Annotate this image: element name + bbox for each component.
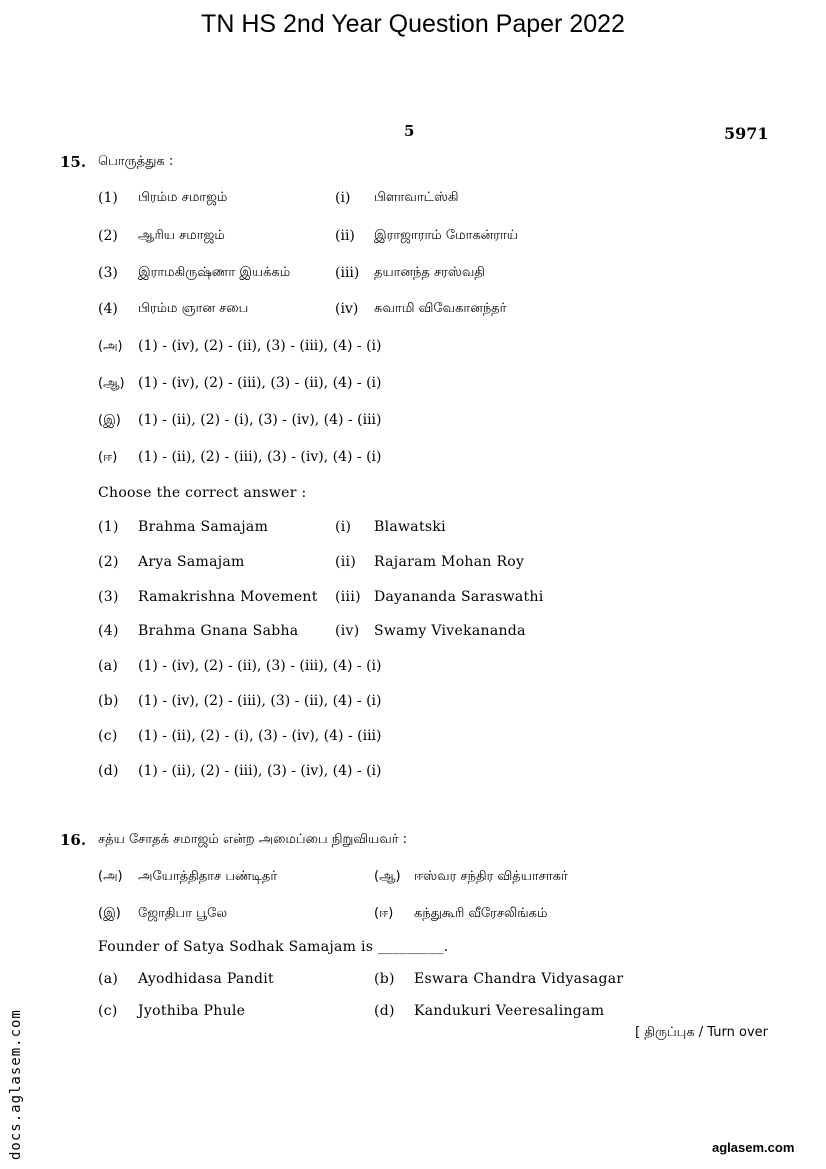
q16-en-option-text: Eswara Chandra Vidyasagar xyxy=(414,971,624,987)
q15-en-row-4-num: (4) xyxy=(98,623,119,639)
q15-ta-row-4-left: பிரம்ம ஞான சபை xyxy=(138,301,249,316)
q15-ta-row-1-roman: (i) xyxy=(335,190,351,206)
q16-ta-option-label: (இ) xyxy=(98,906,121,921)
q16-ta-option-text: ஈஸ்வர சந்திர வித்யாசாகர் xyxy=(414,869,568,884)
q15-ta-row-4-num: (4) xyxy=(98,301,118,317)
q16-ta-option-text: அயோத்திதாச பண்டிதர் xyxy=(138,869,278,884)
q15-ta-row-2-right: இராஜாராம் மோகன்ராய் xyxy=(374,228,518,243)
q15-ta-row-3-right: தயானந்த சரஸ்வதி xyxy=(374,265,485,280)
q15-en-option-text: (1) - (iv), (2) - (iii), (3) - (ii), (4) - (i) xyxy=(138,693,382,709)
q16-en-option-text: Jyothiba Phule xyxy=(138,1003,246,1019)
q15-ta-row-1-num: (1) xyxy=(98,190,118,206)
turn-over-note: [ திருப்புக / Turn over xyxy=(635,1025,768,1040)
q15-en-option-text: (1) - (ii), (2) - (i), (3) - (iv), (4) - (iii) xyxy=(138,728,382,744)
q15-en-row-1-num: (1) xyxy=(98,519,119,535)
q15-en-row-1-roman: (i) xyxy=(335,519,352,535)
q15-en-row-3-roman: (iii) xyxy=(335,589,361,605)
q16-english-question: Founder of Satya Sodhak Samajam is _________. xyxy=(98,939,449,955)
page-title: TN HS 2nd Year Question Paper 2022 xyxy=(201,10,625,38)
q15-ta-option-label: (ஈ) xyxy=(98,450,118,465)
q15-en-row-3-left: Ramakrishna Movement xyxy=(138,589,318,605)
q16-ta-option-label: (ஆ) xyxy=(374,869,401,884)
q15-ta-option-text: (1) - (iv), (2) - (ii), (3) - (iii), (4) - (i) xyxy=(138,338,382,354)
q15-en-row-2-right: Rajaram Mohan Roy xyxy=(374,554,525,570)
question-16-number: 16. xyxy=(60,831,87,849)
q15-english-instruction: Choose the correct answer : xyxy=(98,485,307,501)
q15-en-row-1-left: Brahma Samajam xyxy=(138,519,269,535)
page-number: 5 xyxy=(404,122,415,140)
q15-en-option-text: (1) - (ii), (2) - (iii), (3) - (iv), (4) - (i) xyxy=(138,763,382,779)
q16-ta-option-text: ஜோதிபா பூலே xyxy=(138,906,228,921)
q16-ta-option-text: கந்துகூரி வீரேசலிங்கம் xyxy=(414,906,548,921)
q16-en-option-label: (a) xyxy=(98,971,119,987)
q15-ta-option-label: (அ) xyxy=(98,339,123,354)
q16-ta-option-label: (அ) xyxy=(98,869,123,884)
q15-en-option-text: (1) - (iv), (2) - (ii), (3) - (iii), (4) - (i) xyxy=(138,658,382,674)
q15-en-option-label: (a) xyxy=(98,658,119,674)
q15-ta-row-4-roman: (iv) xyxy=(335,301,359,317)
q15-en-row-3-num: (3) xyxy=(98,589,119,605)
question-15-number: 15. xyxy=(60,153,87,171)
q15-en-option-label: (c) xyxy=(98,728,118,744)
q15-ta-row-4-right: சுவாமி விவேகானந்தர் xyxy=(374,301,507,316)
q15-en-option-label: (b) xyxy=(98,693,119,709)
q15-ta-row-3-roman: (iii) xyxy=(335,265,360,281)
q15-ta-option-label: (ஆ) xyxy=(98,376,125,391)
q16-en-option-label: (b) xyxy=(374,971,395,987)
q15-en-row-3-right: Dayananda Saraswathi xyxy=(374,589,544,605)
q15-en-option-label: (d) xyxy=(98,763,119,779)
q16-tamil-question: சத்ய சோதக் சமாஜம் என்ற அமைப்பை நிறுவியவர் : xyxy=(98,832,408,847)
q15-ta-row-1-right: பிளாவாட்ஸ்கி xyxy=(374,190,459,205)
q16-en-option-label: (c) xyxy=(98,1003,118,1019)
q16-en-option-label: (d) xyxy=(374,1003,395,1019)
q15-en-row-1-right: Blawatski xyxy=(374,519,446,535)
q15-ta-row-2-left: ஆரிய சமாஜம் xyxy=(138,228,225,243)
q15-en-row-4-roman: (iv) xyxy=(335,623,360,639)
q15-ta-row-3-num: (3) xyxy=(98,265,118,281)
q15-en-row-4-left: Brahma Gnana Sabha xyxy=(138,623,299,639)
q15-en-row-2-num: (2) xyxy=(98,554,119,570)
q16-en-option-text: Ayodhidasa Pandit xyxy=(138,971,274,987)
side-watermark: docs.aglasem.com xyxy=(8,1009,24,1160)
q15-en-row-2-left: Arya Samajam xyxy=(138,554,245,570)
q15-tamil-instruction: பொருத்துக : xyxy=(98,154,174,169)
q15-ta-option-label: (இ) xyxy=(98,413,121,428)
q15-ta-row-2-num: (2) xyxy=(98,228,118,244)
site-footer-link[interactable]: aglasem.com xyxy=(712,1140,795,1155)
q15-ta-option-text: (1) - (ii), (2) - (iii), (3) - (iv), (4) - (i) xyxy=(138,449,382,465)
q15-ta-row-2-roman: (ii) xyxy=(335,228,355,244)
q16-ta-option-label: (ஈ) xyxy=(374,906,394,921)
q15-ta-row-1-left: பிரம்ம சமாஜம் xyxy=(138,190,228,205)
q15-ta-option-text: (1) - (ii), (2) - (i), (3) - (iv), (4) - (iii) xyxy=(138,412,382,428)
paper-code: 5971 xyxy=(724,124,769,143)
q15-en-row-2-roman: (ii) xyxy=(335,554,357,570)
q16-en-option-text: Kandukuri Veeresalingam xyxy=(414,1003,605,1019)
q15-ta-option-text: (1) - (iv), (2) - (iii), (3) - (ii), (4) - (i) xyxy=(138,375,382,391)
q15-ta-row-3-left: இராமகிருஷ்ணா இயக்கம் xyxy=(138,265,291,280)
q15-en-row-4-right: Swamy Vivekananda xyxy=(374,623,526,639)
